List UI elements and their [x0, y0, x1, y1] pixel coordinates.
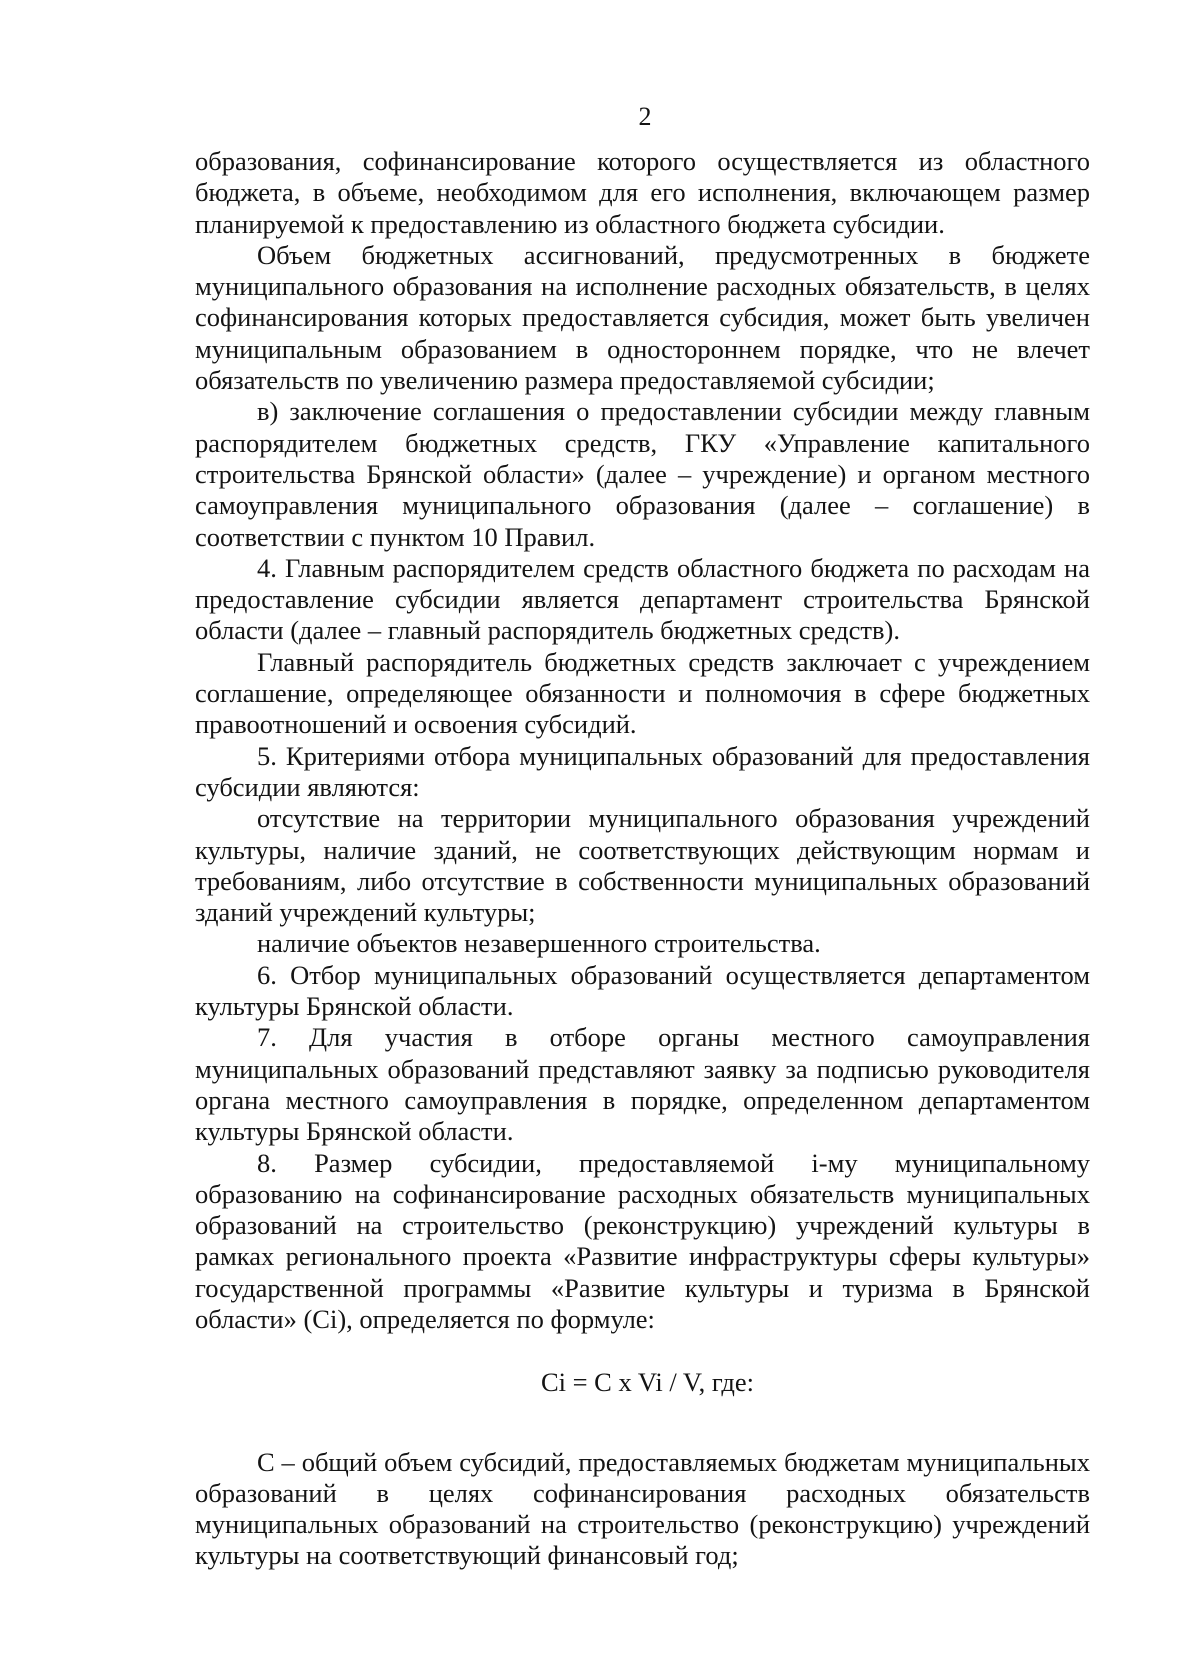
- page-number: 2: [638, 102, 652, 131]
- paragraph-item-v-agreement: в) заключение соглашения о предоставлении субсидии между главным распорядителем бюджетных средств, ГКУ «Управление капитального строительства Брянской области» (далее – учреждение) и органом местного самоуправления муниципального образования (далее – соглашение) в соответствии с пунктом 10 Правил.: [195, 396, 1090, 552]
- paragraph-main-administrator: Главный распорядитель бюджетных средств заключает с учреждением соглашение, определяющее обязанности и полномочия в сфере бюджетных правоотношений и освоения субсидий.: [195, 646, 1090, 740]
- paragraph-item-7: 7. Для участия в отборе органы местного самоуправления муниципальных образований представляют заявку за подписью руководителя органа местного самоуправления в порядке, определенном департаментом культуры Брянской области.: [195, 1022, 1090, 1147]
- paragraph-item-4: 4. Главным распорядителем средств областного бюджета по расходам на предоставление субсидии является департамент строительства Брянской области (далее – главный распорядитель бюджетных средств).: [195, 552, 1090, 646]
- document-body: [195, 146, 1090, 1572]
- paragraph-criterion-absence: отсутствие на территории муниципального образования учреждений культуры, наличие зданий, не соответствующих действующим нормам и требованиям, либо отсутствие в собственности муниципальных образований зданий учреждений культуры;: [195, 803, 1090, 928]
- paragraph-definition-c: C – общий объем субсидий, предоставляемых бюджетам муниципальных образований в целях софинансирования расходных обязательств муниципальных образований на строительство (реконструкцию) учреждений культуры на соответствующий финансовый год;: [195, 1446, 1090, 1571]
- paragraph-item-6: 6. Отбор муниципальных образований осуществляется департаментом культуры Брянской области.: [195, 959, 1090, 1022]
- paragraph-continuation: образования, софинансирование которого осуществляется из областного бюджета, в объеме, необходимом для его исполнения, включающем размер планируемой к предоставлению из областного бюджета субсидии.: [195, 146, 1090, 239]
- subsidy-formula: Ci = C x Vi / V, где:: [540, 1367, 755, 1398]
- paragraph-budget-allocations: Объем бюджетных ассигнований, предусмотренных в бюджете муниципального образования на исполнение расходных обязательств, в целях софинансирования которых предоставляется субсидия, может быть увеличен муниципальным образованием в одностороннем порядке, что не влечет обязательств по увеличению размера предоставляемой субсидии;: [195, 239, 1090, 396]
- paragraph-criterion-unfinished: наличие объектов незавершенного строительства.: [257, 928, 821, 959]
- paragraph-item-8: 8. Размер субсидии, предоставляемой i-му муниципальному образованию на софинансирование расходных обязательств муниципальных образований на строительство (реконструкцию) учреждений культуры в рамках регионального проекта «Развитие инфраструктуры сферы культуры» государственной программы «Развитие культуры и туризма в Брянской области» (Ci), определяется по формуле:: [195, 1147, 1090, 1334]
- paragraph-item-5: 5. Критериями отбора муниципальных образований для предоставления субсидии являются:: [195, 740, 1090, 802]
